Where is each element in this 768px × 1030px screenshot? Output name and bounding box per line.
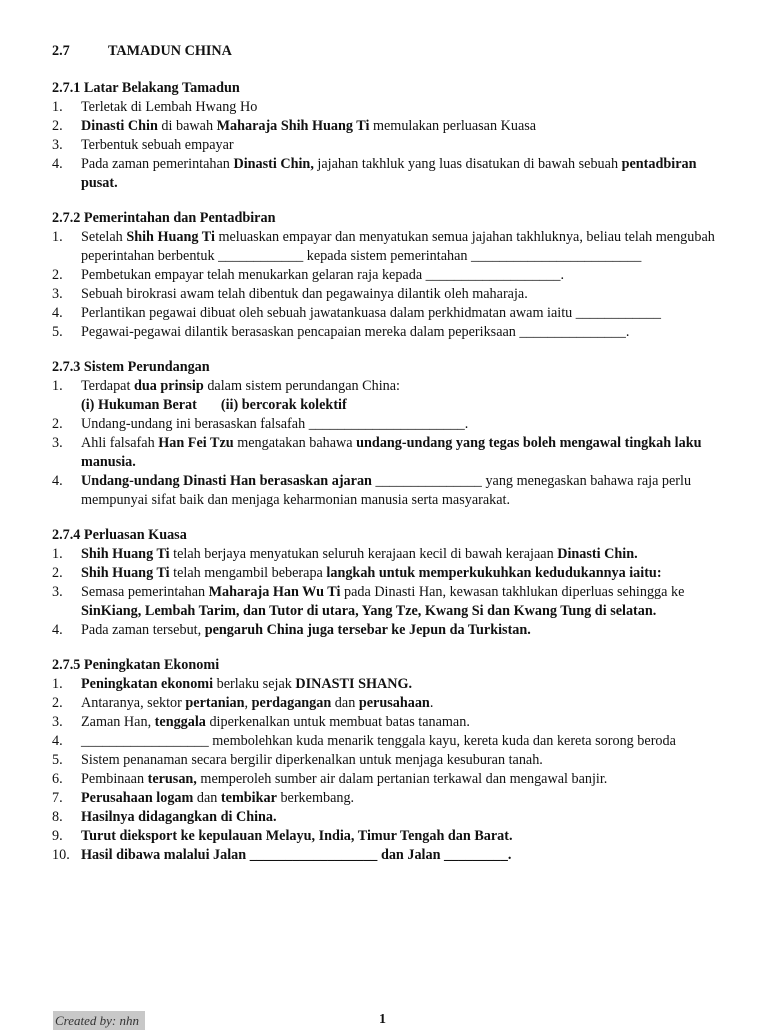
item-number: 4. xyxy=(52,156,63,172)
bold-text: Undang-undang Dinasti Han berasaskan ajaran xyxy=(81,473,372,489)
section xyxy=(52,209,722,342)
bold-text: tembikar xyxy=(220,790,277,806)
item-text xyxy=(81,117,722,136)
bold-text: pengaruh China juga tersebar ke Jepun da Turkistan. xyxy=(204,622,531,638)
list-item xyxy=(52,789,722,808)
text-run: di bawah xyxy=(157,118,217,134)
document-title xyxy=(52,42,722,61)
item-text xyxy=(81,713,722,732)
item-text xyxy=(81,415,722,434)
footer-author: Created by: nhn xyxy=(53,1011,145,1030)
list-item xyxy=(52,827,722,846)
item-text xyxy=(81,266,722,285)
text-run: diperkenalkan untuk membuat batas tanaman. xyxy=(205,714,470,730)
text-run: Sebuah birokrasi awam telah dibentuk dan pegawainya dilantik oleh maharaja. xyxy=(81,286,528,302)
item-number: 5. xyxy=(52,752,63,768)
item-number: 1. xyxy=(52,378,63,394)
item-text xyxy=(81,732,722,751)
item-text xyxy=(81,808,722,827)
page-number: 1 xyxy=(379,1012,386,1027)
item-text xyxy=(81,136,722,155)
item-text xyxy=(81,770,722,789)
text-run: berkembang. xyxy=(276,790,355,806)
list-item xyxy=(52,583,722,621)
text-run: Pembetukan empayar telah menukarkan gelaran raja kepada ___________________. xyxy=(81,267,564,283)
text-run: Pembinaan xyxy=(81,771,148,787)
text-run: dan xyxy=(331,695,359,711)
item-number: 3. xyxy=(52,435,63,451)
list-item xyxy=(52,155,722,193)
text-run: Terletak di Lembah Hwang Ho xyxy=(81,99,258,115)
item-number: 7. xyxy=(52,790,63,806)
item-number: 2. xyxy=(52,565,63,581)
bold-text: Shih Huang Ti xyxy=(81,546,170,562)
item-list xyxy=(52,98,722,193)
text-run: Sistem penanaman secara bergilir diperkenalkan untuk menjaga kesuburan tanah. xyxy=(81,752,543,768)
list-item xyxy=(52,304,722,323)
list-item xyxy=(52,98,722,117)
text-run: Antaranya, sektor xyxy=(81,695,186,711)
text-run: dalam sistem perundangan China: xyxy=(203,378,400,394)
list-item xyxy=(52,751,722,770)
item-text xyxy=(81,583,722,621)
text-run: Undang-undang ini berasaskan falsafah ______________________. xyxy=(81,416,469,432)
text-run: _______________ yang menegaskan bahawa raja perlu mempunyai sifat baik dan menjaga keharmonian manusia serta masyarakat. xyxy=(81,473,692,508)
item-number: 3. xyxy=(52,137,63,153)
item-text xyxy=(81,675,722,694)
bold-text: terusan, xyxy=(147,771,197,787)
bold-text: pertanian xyxy=(185,695,245,711)
text-run: pada Dinasti Han, kewasan takhlukan diperluas sehingga ke xyxy=(340,584,685,600)
document-page xyxy=(52,42,722,881)
section-heading: 2.7.4 Perluasan Kuasa xyxy=(52,527,187,543)
principle-list xyxy=(81,396,722,415)
text-run: jajahan takhluk yang luas disatukan di bawah sebuah xyxy=(313,156,622,172)
text-run: mengatakan bahawa xyxy=(233,435,357,451)
text-run: Ahli falsafah xyxy=(81,435,159,451)
text-run: Zaman Han, xyxy=(81,714,155,730)
item-number: 1. xyxy=(52,229,63,245)
item-text xyxy=(81,304,722,323)
text-run: dan xyxy=(193,790,221,806)
bold-text: Peningkatan ekonomi xyxy=(81,676,214,692)
list-item xyxy=(52,323,722,342)
item-text xyxy=(81,98,722,117)
bold-text: Perusahaan logam xyxy=(81,790,194,806)
item-text xyxy=(81,827,722,846)
item-number: 4. xyxy=(52,622,63,638)
text-run: telah mengambil beberapa xyxy=(169,565,327,581)
list-item xyxy=(52,117,722,136)
title-text: TAMADUN CHINA xyxy=(108,43,232,59)
item-number: 1. xyxy=(52,676,63,692)
section-heading: 2.7.3 Sistem Perundangan xyxy=(52,359,210,375)
bold-text: Dinasti Chin, xyxy=(233,156,314,172)
item-number: 3. xyxy=(52,714,63,730)
list-item xyxy=(52,732,722,751)
item-number: 1. xyxy=(52,99,63,115)
section-heading: 2.7.5 Peningkatan Ekonomi xyxy=(52,657,220,673)
bold-text: SinKiang, Lembah Tarim, dan Tutor di utara, Yang Tze, Kwang Si dan Kwang Tung di selatan. xyxy=(81,603,657,619)
bold-text: Hasilnya didagangkan di China. xyxy=(81,809,277,825)
item-number: 2. xyxy=(52,118,63,134)
bold-text: undang-undang yang tegas boleh mengawal tingkah laku manusia. xyxy=(81,435,702,470)
list-item xyxy=(52,846,722,865)
item-number: 4. xyxy=(52,733,63,749)
list-item xyxy=(52,434,722,472)
item-list xyxy=(52,675,722,865)
list-item xyxy=(52,545,722,564)
text-run: __________________ membolehkan kuda menarik tenggala kayu, kereta kuda dan kereta sorong beroda xyxy=(81,733,676,749)
bold-text: Maharaja Han Wu Ti xyxy=(208,584,341,600)
text-run: Terdapat xyxy=(81,378,134,394)
text-run: Semasa pemerintahan xyxy=(81,584,209,600)
title-number: 2.7 xyxy=(52,43,70,59)
item-text xyxy=(81,155,722,193)
list-item xyxy=(52,621,722,640)
section-heading: 2.7.1 Latar Belakang Tamadun xyxy=(52,80,240,96)
list-item xyxy=(52,228,722,266)
bold-text: pentadbiran pusat. xyxy=(81,156,697,191)
item-text xyxy=(81,285,722,304)
item-text xyxy=(81,694,722,713)
item-text xyxy=(81,472,722,510)
bold-text: perusahaan xyxy=(358,695,430,711)
item-list xyxy=(52,545,722,640)
list-item xyxy=(52,136,722,155)
bold-text: Dinasti Chin xyxy=(81,118,158,134)
text-run: Pada zaman tersebut, xyxy=(81,622,205,638)
list-item xyxy=(52,675,722,694)
text-run: memulakan perluasan Kuasa xyxy=(369,118,537,134)
text-run: Terbentuk sebuah empayar xyxy=(81,137,234,153)
item-number: 10. xyxy=(52,847,70,863)
item-number: 6. xyxy=(52,771,63,787)
item-number: 8. xyxy=(52,809,63,825)
principle-item: (i) Hukuman Berat xyxy=(81,397,197,413)
section xyxy=(52,656,722,865)
item-text xyxy=(81,846,722,865)
item-list xyxy=(52,228,722,342)
list-item xyxy=(52,472,722,510)
text-run: Setelah xyxy=(81,229,127,245)
list-item xyxy=(52,713,722,732)
text-run: . xyxy=(429,695,434,711)
bold-text: langkah untuk memperkukuhkan kedudukannya iaitu: xyxy=(326,565,662,581)
principle-item: (ii) bercorak kolektif xyxy=(220,397,347,413)
item-number: 2. xyxy=(52,695,63,711)
item-number: 2. xyxy=(52,267,63,283)
item-number: 1. xyxy=(52,546,63,562)
list-item xyxy=(52,564,722,583)
section xyxy=(52,79,722,193)
text-run: telah berjaya menyatukan seluruh kerajaan kecil di bawah kerajaan xyxy=(169,546,558,562)
bold-text: perdagangan xyxy=(251,695,332,711)
list-item xyxy=(52,694,722,713)
bold-text: Turut dieksport ke kepulauan Melayu, India, Timur Tengah dan Barat. xyxy=(81,828,513,844)
list-item xyxy=(52,266,722,285)
item-text xyxy=(81,621,722,640)
text-run: Perlantikan pegawai dibuat oleh sebuah jawatankuasa dalam perkhidmatan awam iaitu ____________ xyxy=(81,305,661,321)
list-item xyxy=(52,415,722,434)
text-run: , xyxy=(244,695,252,711)
text-run: meluaskan empayar dan menyatukan semua jajahan takhluknya, beliau telah mengubah peperintahan berbentuk ____________ kepada sistem pemerintahan ________________________ xyxy=(81,229,715,264)
item-text xyxy=(81,545,722,564)
text-run: memperoleh sumber air dalam pertanian terkawal dan mengawal banjir. xyxy=(196,771,608,787)
bold-text: DINASTI SHANG. xyxy=(295,676,413,692)
sections-container xyxy=(52,79,722,865)
bold-text: Dinasti Chin. xyxy=(557,546,638,562)
item-text xyxy=(81,751,722,770)
section-heading: 2.7.2 Pemerintahan dan Pentadbiran xyxy=(52,210,276,226)
list-item xyxy=(52,377,722,415)
bold-text: Shih Huang Ti xyxy=(81,565,170,581)
list-item xyxy=(52,285,722,304)
list-item xyxy=(52,808,722,827)
section xyxy=(52,358,722,510)
item-text xyxy=(81,789,722,808)
bold-text: dua prinsip xyxy=(133,378,204,394)
item-text xyxy=(81,323,722,342)
text-run: berlaku sejak xyxy=(213,676,296,692)
bold-text: Maharaja Shih Huang Ti xyxy=(216,118,370,134)
item-list xyxy=(52,377,722,510)
item-text xyxy=(81,228,722,266)
section xyxy=(52,526,722,640)
item-number: 4. xyxy=(52,473,63,489)
bold-text: tenggala xyxy=(154,714,206,730)
item-text xyxy=(81,434,722,472)
item-text xyxy=(81,377,722,415)
item-number: 3. xyxy=(52,584,63,600)
bold-text: Hasil dibawa malalui Jalan __________________ dan Jalan _________. xyxy=(81,847,512,863)
item-number: 3. xyxy=(52,286,63,302)
item-number: 2. xyxy=(52,416,63,432)
item-number: 4. xyxy=(52,305,63,321)
item-number: 9. xyxy=(52,828,63,844)
list-item xyxy=(52,770,722,789)
item-number: 5. xyxy=(52,324,63,340)
item-text xyxy=(81,564,722,583)
text-run: Pegawai-pegawai dilantik berasaskan pencapaian mereka dalam peperiksaan _______________. xyxy=(81,324,630,340)
text-run: Pada zaman pemerintahan xyxy=(81,156,234,172)
bold-text: Han Fei Tzu xyxy=(158,435,234,451)
bold-text: Shih Huang Ti xyxy=(126,229,215,245)
